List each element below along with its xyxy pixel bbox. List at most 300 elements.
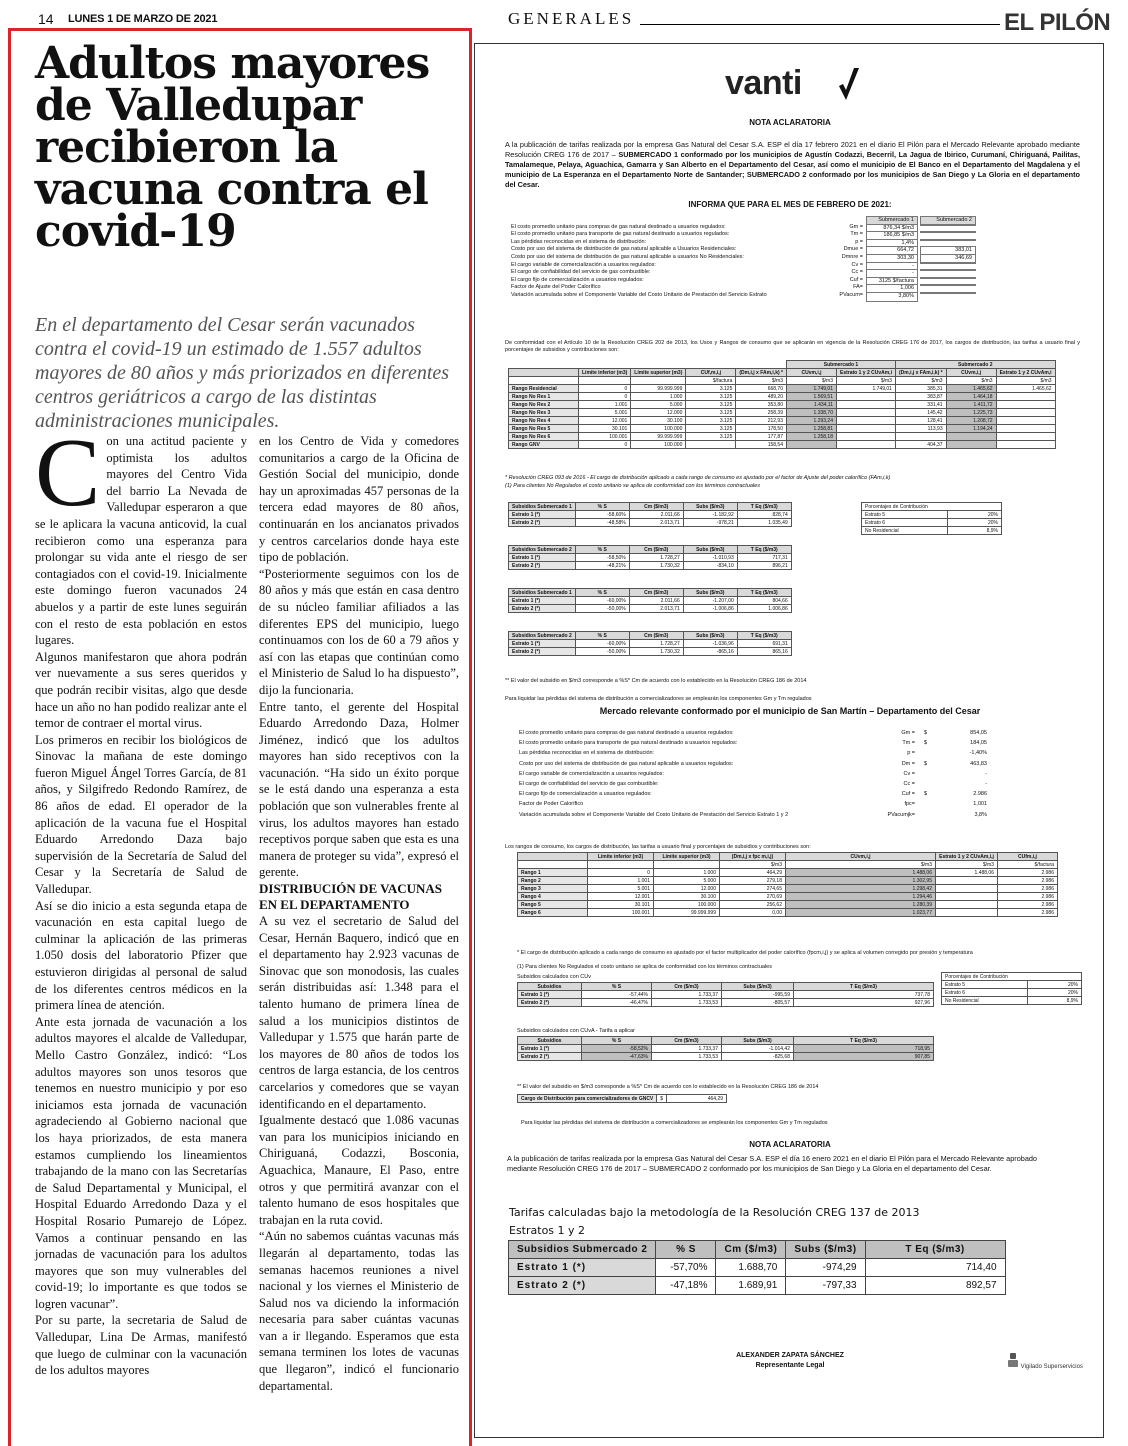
param-value-sub1: 1,4% xyxy=(866,239,918,249)
table-cell: 99.999.999 xyxy=(631,433,686,441)
issue-date: LUNES 1 DE MARZO DE 2021 xyxy=(68,13,218,25)
table-cell: 385,31 xyxy=(895,385,946,393)
supervisor-label: Vigilado Superservicios xyxy=(1020,1364,1083,1370)
table-cell: -865,16 xyxy=(683,648,737,656)
column-header: T Eq ($/m3) xyxy=(794,1037,934,1045)
param-symbol: FA= xyxy=(853,284,863,291)
param-symbol: Cv = xyxy=(851,261,863,268)
column-header: Subs ($/m3) xyxy=(786,1241,865,1259)
param-row xyxy=(511,239,981,247)
column-header: T Eq ($/m3) xyxy=(794,983,934,991)
table-row xyxy=(518,1053,934,1061)
paragraph: Ante esta jornada de vacunación a los adultos mayores el alcalde de Valledupar, Mello Castro González, indicó: “Los adultos mayores son unos tesoros que tenemos en nuestro municipio y por eso iniciamos esta jornada de vacunación agradeciendo al Gobierno nacional que los haya priorizados, de esta manera estamos cumpliendo los lineamientos trabajando de la mano con las Secretarías de Salud Departamental y Municipal, el Hospital Eduardo Arredondo Daza y el Hospital Rosario Pumarejo de López. Vamos a continuar pensando en las jornadas de vacunación para los adultos mayores que son muy vulnerables del covid-19; lo importante es que todos se logren vacunar”. xyxy=(35,1014,247,1311)
table-cell: 804,66 xyxy=(737,597,791,605)
param-row xyxy=(511,277,981,285)
table-cell: -60,00% xyxy=(575,597,629,605)
page-number: 14 xyxy=(38,11,54,27)
table-cell: 30.101 xyxy=(579,425,631,433)
column-header: T Eq ($/m3) xyxy=(737,546,791,554)
table-cell: 5.000 xyxy=(631,401,686,409)
table-cell: 1.000 xyxy=(631,393,686,401)
row-label: Estrato 2 (*) xyxy=(509,1277,656,1295)
table-row xyxy=(518,877,1058,885)
row-label: Rango Residencial xyxy=(509,385,579,393)
drop-cap: C xyxy=(35,419,101,527)
table-cell: -1.207,00 xyxy=(683,597,737,605)
table-cell: 2.013,71 xyxy=(629,605,683,613)
signatory-role: Representante Legal xyxy=(755,1362,825,1369)
table-cell: 2.011,66 xyxy=(629,597,683,605)
param-label: El cargo de confiabilidad del servicio de gas combustible: xyxy=(511,269,651,276)
column-header: T Eq ($/m3) xyxy=(737,589,791,597)
table-cell: 99.999.999 xyxy=(654,909,720,917)
column-header: % S xyxy=(575,589,629,597)
params2-rows xyxy=(519,730,999,822)
table-cell: 691,31 xyxy=(737,640,791,648)
final-tariff-table xyxy=(508,1240,1006,1295)
article-column-2 xyxy=(259,433,459,1394)
table-header-row xyxy=(518,983,934,991)
param-value-sub2: 383,01 xyxy=(920,246,976,256)
table-cell: 1.465,62 xyxy=(946,385,996,393)
table-cell: 2.011,66 xyxy=(629,511,683,519)
column-header: CUvm,i,j xyxy=(946,369,996,377)
table-cell xyxy=(837,401,896,409)
table-cell: 1.293,24 xyxy=(787,417,837,425)
table-header-row xyxy=(509,589,792,597)
unit-cell xyxy=(509,377,579,385)
table-cell: 331,41 xyxy=(895,401,946,409)
param-label: El costo promedio unitario para transporte de gas natural destinado a usuarios regulados: xyxy=(511,231,730,238)
contrib-label: Estrato 5 xyxy=(862,511,948,519)
mercado2-title: Mercado relevante conformado por el municipio de San Martín – Departamento del Cesar xyxy=(599,706,981,716)
table-cell: -978,21 xyxy=(683,519,737,527)
table-header-row xyxy=(509,369,1056,377)
table-cell: -46,47% xyxy=(582,999,652,1007)
row-label: Rango 1 xyxy=(518,869,588,877)
table-cell xyxy=(837,409,896,417)
param-label: Variación acumulada sobre el Componente Variable del Costo Unitario de Prestación del Servicio Estrato xyxy=(511,291,767,298)
table-cell: -47,63% xyxy=(582,1053,652,1061)
contrib-value: 20% xyxy=(948,511,1002,519)
newspaper-brand: EL PILÓN xyxy=(1004,9,1111,36)
table-cell: 270,69 xyxy=(720,893,786,901)
table-row xyxy=(518,885,1058,893)
table-cell: -47,18% xyxy=(656,1277,716,1295)
param-symbol: p = xyxy=(855,238,863,245)
param-label: Factor de Poder Calorífico xyxy=(519,801,584,808)
table-cell: -1.014,42 xyxy=(722,1045,794,1053)
table-cell: 1.001 xyxy=(588,877,654,885)
unit-cell: $/m3 xyxy=(787,377,837,385)
table-cell xyxy=(936,901,998,909)
valor-note-1: ** El valor del subsidio en $/m3 corresponde a %S* Cm de acuerdo con lo establecido en la Resolución CREG 186 de 2014 xyxy=(505,678,807,684)
column-header: % S xyxy=(575,546,629,554)
table-cell: -1.006,86 xyxy=(683,605,737,613)
subsidy-table xyxy=(508,631,792,656)
table-cell: 737,78 xyxy=(794,991,934,999)
group-header-row xyxy=(509,361,1056,369)
param-value-sub2 xyxy=(920,262,976,264)
table-header-row xyxy=(509,1241,1006,1259)
article-column-1 xyxy=(35,419,247,1379)
param-symbol: fpc= xyxy=(904,801,915,808)
param-row xyxy=(519,781,999,791)
column-header: Subs ($/m3) xyxy=(683,632,737,640)
row-label: Rango 2 xyxy=(518,877,588,885)
param-row xyxy=(511,224,981,232)
column-header: Subs ($/m3) xyxy=(722,983,794,991)
paragraph: A su vez el secretario de Salud del Cesar, Hernán Baquero, indicó que en el departamento hay 2.923 vacunas de Sinovac que son monodosis, las cuales serán distribuidas así: 1.348 para el talento humano de primera línea de salud a los municipios distintos de Valledupar y 1.575 que harán parte de los mayores de 80 años de todos los centros de larga estancia, de los centros carcelarios y comedores que se vayan identificando en el departamento. xyxy=(259,914,459,1111)
article-subhead: DISTRIBUCIÓN DE VACUNAS EN EL DEPARTAMENTO xyxy=(259,881,443,913)
rangos-table-1 xyxy=(508,360,1056,449)
table-cell xyxy=(787,441,837,449)
units-row xyxy=(509,377,1056,385)
table-cell: 1.208,72 xyxy=(946,417,996,425)
nota-text xyxy=(505,140,1080,190)
table-cell: 274,65 xyxy=(720,885,786,893)
param-value-sub1: 303,30 xyxy=(866,254,918,264)
nota-title: NOTA ACLARATORIA xyxy=(749,118,831,127)
row-label: Estrato 2 (*) xyxy=(509,562,576,570)
subsidy-table xyxy=(508,502,792,527)
table-header-row xyxy=(518,1037,934,1045)
contrib-value: 8,9% xyxy=(948,527,1002,535)
param-value-sub1: 876,34 $/m3 xyxy=(866,224,918,234)
contrib-label: No Residencial xyxy=(942,997,1028,1005)
contrib-label: Estrato 6 xyxy=(942,989,1028,997)
paragraph: Los primeros en recibir los biológicos de Sinovac la mañana de este domingo fueron Miguel Ángel Torres García, de 81 años, y Silgifredo Redondo Ramírez, de 86 años de edad. El operador de la aplicación de la vacuna fue el Hospital Eduardo Arredondo Daza bajo supervisión de la Secretaría de Salud del Cesar y la Secretaría de Salud de Valledupar. xyxy=(35,732,247,897)
column-header: Subsidios xyxy=(518,983,582,991)
column-header: % S xyxy=(575,632,629,640)
row-label: Estrato 2 (*) xyxy=(509,519,576,527)
unit-cell xyxy=(579,377,631,385)
table-cell: -60,00% xyxy=(575,640,629,648)
table-cell: 3.125 xyxy=(686,393,736,401)
table-cell: 1.225,73 xyxy=(946,409,996,417)
unit-cell: $/m3 xyxy=(837,377,896,385)
contrib-value: 20% xyxy=(1028,989,1082,997)
table-cell: -48,21% xyxy=(575,562,629,570)
table-cell: 3.125 xyxy=(686,401,736,409)
table-cell: 2.986 xyxy=(998,901,1058,909)
vanti-logo: vanti xyxy=(725,64,802,102)
table-row xyxy=(509,648,792,656)
table-cell xyxy=(837,393,896,401)
param-symbol: Tm = xyxy=(902,740,915,747)
table-cell: 718,95 xyxy=(794,1045,934,1053)
table-cell: 100.001 xyxy=(579,433,631,441)
param-label: Variación acumulada sobre el Componente Variable del Costo Unitario de Prestación del Servicio Estrato 1 y 2 xyxy=(519,811,789,818)
param-label: Las pérdidas reconocidas en el sistema de distribución: xyxy=(519,750,655,757)
column-header: Cm ($/m3) xyxy=(652,983,722,991)
contrib-row xyxy=(942,981,1082,989)
param-symbol: Cv = xyxy=(903,770,915,777)
table-cell: 1.411,72 xyxy=(946,401,996,409)
table-cell: 2.986 xyxy=(998,893,1058,901)
rangos1-note2: (1) Para clientes No Regulados el costo unitario se aplica de conformidad con los términos contractuales xyxy=(505,483,760,489)
unit-cell: $/m3 xyxy=(996,377,1055,385)
column-header: Cm ($/m3) xyxy=(629,546,683,554)
param-symbol: PVacum= xyxy=(839,291,863,298)
table-cell: 1.569,51 xyxy=(787,393,837,401)
article-headline: Adultos mayores de Valledupar recibieron la vacuna contra el covid-19 xyxy=(35,38,430,257)
table-header-row xyxy=(509,632,792,640)
param-value-sub1: 3,80% xyxy=(866,292,918,302)
param-value-sub2 xyxy=(920,292,976,294)
informa-title: INFORMA QUE PARA EL MES DE FEBRERO DE 2021: xyxy=(688,200,892,209)
param-row xyxy=(519,812,999,822)
row-label: Estrato 2 (*) xyxy=(509,605,576,613)
table-cell: 489,20 xyxy=(736,393,787,401)
column-header: Límite inferior (m3) xyxy=(588,853,654,861)
table-cell xyxy=(936,877,998,885)
row-label: Estrato 1 (*) xyxy=(518,991,582,999)
head-sub1: Submercado 1 xyxy=(866,216,918,226)
paragraph: en los Centro de Vida y comedores comunitarios a cargo de la Oficina de Gestión Social del municipio, donde hay un aproximadas 457 personas de la tercera edad mayores de 80 años, continuarán en los ancianatos privados y centros carcelarios donde haya este tipo de población. xyxy=(259,434,459,565)
paragraph: on una actitud paciente y optimista los adultos mayores del Centro Vida del barrio La Nevada de Valledupar esperaron a que se le aplicara la vacuna anticovid, la cual recibieron como una esperanza para prolongar su vida ante el riesgo de ser contagiados con el covid-19. Inicialmente este domingo fueron vacunados 24 abuelos y a partir de este lunes seguirán con el resto de esta población en estos lugares. xyxy=(35,434,247,648)
table-cell: 5.000 xyxy=(654,877,720,885)
param-label: Costo por uso del sistema de distribución de gas natural aplicable a usuarios regulados: xyxy=(519,760,734,767)
table-cell: 0 xyxy=(579,441,631,449)
cargo-gncv-table xyxy=(517,1094,727,1103)
unit-cell: $/m3 xyxy=(895,377,946,385)
table-cell: 2.986 xyxy=(998,869,1058,877)
param-value-sub2 xyxy=(920,269,976,271)
contrib-header-row xyxy=(942,973,1082,981)
cargo-value: 464,29 xyxy=(667,1095,727,1103)
table-cell: 404,37 xyxy=(895,441,946,449)
param-row xyxy=(519,761,999,771)
table-row xyxy=(518,893,1058,901)
param-value-sub2 xyxy=(920,277,976,279)
table-cell: 1.298,42 xyxy=(786,885,936,893)
table-cell xyxy=(936,909,998,917)
contrib-title: Porcentajes de Contribución xyxy=(862,503,1002,511)
row-label: Estrato 1 (*) xyxy=(509,640,576,648)
param-label: El cargo de confiabilidad del servicio de gas combustible: xyxy=(519,780,659,787)
param-row xyxy=(511,246,981,254)
table-cell: 12.000 xyxy=(631,409,686,417)
column-header: T Eq ($/m3) xyxy=(865,1241,1005,1259)
table-cell: -57,70% xyxy=(656,1259,716,1277)
table-cell xyxy=(895,433,946,441)
column-header: Límite superior (m3) xyxy=(654,853,720,861)
param-row xyxy=(519,771,999,781)
table-row xyxy=(509,519,792,527)
param-row xyxy=(519,730,999,740)
param-value-sub1: 664,72 xyxy=(866,246,918,256)
paragraph: “Aún no sabemos cuántas vacunas más llegarán al departamento, todas las semanas hacemos reuniones a nivel nacional y los viernes el Ministerio de Salud nos va diciendo la información necesaria para saber cuántas vacunas van a ir llegando. Esperamos que esta semana terminen los lotes de vacunas que llegaron”, indicó el funcionario departamental. xyxy=(259,1229,459,1393)
tariff-advertisement xyxy=(474,43,1104,1438)
table-cell: 892,57 xyxy=(865,1277,1005,1295)
table-cell: 1.194,24 xyxy=(946,425,996,433)
table-row xyxy=(509,417,1056,425)
table-row xyxy=(509,425,1056,433)
group-blank xyxy=(509,361,787,369)
header-rule xyxy=(640,24,1000,25)
table-cell: 212,93 xyxy=(736,417,787,425)
news-article xyxy=(8,28,472,1446)
unit-cell: $/m3 xyxy=(936,861,998,869)
param-value: 1,001 xyxy=(973,801,987,808)
row-label: Estrato 1 (*) xyxy=(509,511,576,519)
table-cell: 1.035,49 xyxy=(737,519,791,527)
param-symbol: Cc = xyxy=(903,780,915,787)
table-cell: 30.101 xyxy=(588,901,654,909)
table-cell: 5.001 xyxy=(588,885,654,893)
table-cell: 1.434,11 xyxy=(787,401,837,409)
table-cell: -58,50% xyxy=(575,554,629,562)
table-cell: 258,39 xyxy=(736,409,787,417)
subsidy-title: Subsidios Submercado 1 xyxy=(509,503,576,511)
table-cell xyxy=(936,885,998,893)
article-deck: En el departamento del Cesar serán vacunados contra el covid-19 un estimado de 1.557 adultos mayores de 80 años y más priorizados en diferentes centros geriátricos a cargo de las distintas administraciones municipales. xyxy=(35,314,450,432)
table-cell: 2.013,71 xyxy=(629,519,683,527)
column-header: Estrato 1 y 2 CUvAm,i xyxy=(837,369,896,377)
table-cell xyxy=(996,417,1055,425)
checkmark-logo-icon xyxy=(837,66,861,102)
estratos-label: Estratos 1 y 2 xyxy=(509,1224,586,1237)
param-symbol: Dm = xyxy=(901,760,915,767)
table-cell: 1.280,39 xyxy=(786,901,936,909)
unit-cell xyxy=(654,861,720,869)
table-cell: 1.733,37 xyxy=(652,1045,722,1053)
table-cell: 1.338,70 xyxy=(787,409,837,417)
param-value-sub2 xyxy=(920,284,976,286)
table-cell: -58,60% xyxy=(575,511,629,519)
table-cell xyxy=(837,425,896,433)
table-cell: 256,62 xyxy=(720,901,786,909)
table-row xyxy=(509,401,1056,409)
table-cell: 5.001 xyxy=(579,409,631,417)
row-label: Rango No Res 5 xyxy=(509,425,579,433)
table-cell: -57,44% xyxy=(582,991,652,999)
table-row xyxy=(509,433,1056,441)
table-cell: 353,80 xyxy=(736,401,787,409)
column-header: CUfm,i,j xyxy=(998,853,1058,861)
unit-cell: $/m3 xyxy=(786,861,936,869)
subsidy-cuv-table xyxy=(517,982,934,1007)
row-label: Rango No Res 3 xyxy=(509,409,579,417)
column-header: Subs ($/m3) xyxy=(683,503,737,511)
tarifas-title: Tarifas calculadas bajo la metodología de la Resolución CREG 137 de 2013 xyxy=(509,1206,920,1219)
table-cell: 383,87 xyxy=(895,393,946,401)
params-submercados xyxy=(511,216,981,300)
column-header: Cm ($/m3) xyxy=(652,1037,722,1045)
superservicios-seal xyxy=(1007,1352,1083,1371)
table-cell: 3.125 xyxy=(686,409,736,417)
row-label: Rango 6 xyxy=(518,909,588,917)
param-value-sub2 xyxy=(920,224,976,226)
row-label: Estrato 2 (*) xyxy=(518,999,582,1007)
row-label: Estrato 1 (*) xyxy=(509,1259,656,1277)
table-cell: 113,93 xyxy=(895,425,946,433)
column-header: Cm ($/m3) xyxy=(629,632,683,640)
column-header: % S xyxy=(582,1037,652,1045)
table-row xyxy=(518,869,1058,877)
param-symbol: p = xyxy=(907,750,915,757)
conformidad-text: De conformidad con el Artículo 10 de la Resolución CREG 202 de 2013, los Usos y Rangos de consumo que se aplicarán en vigencia de la Resolución CREG 176 de 2017, los cargos de distribución, las tarifas a usuario final y porcentajes de subsidios y contribuciones son: xyxy=(505,340,1080,353)
paragraph: Por su parte, la secretaria de Salud de Valledupar, Lina De Armas, manifestó que luego de culminar con la vacunación de los adultos mayores xyxy=(35,1313,247,1378)
table-cell: 927,96 xyxy=(794,999,934,1007)
table-cell: 279,18 xyxy=(720,877,786,885)
table-cell: 99.999.999 xyxy=(631,385,686,393)
table-cell: 3.125 xyxy=(686,385,736,393)
param-label: El costo promedio unitario para transporte de gas natural destinado a usuarios regulados: xyxy=(519,740,738,747)
table-cell: -995,59 xyxy=(722,991,794,999)
sub-cuva-title: Subsidios calculados con CUvA - Tarifa a aplicar xyxy=(517,1028,635,1034)
table-cell: 1.749,01 xyxy=(837,385,896,393)
table-cell: 3.125 xyxy=(686,425,736,433)
contrib-value: 8,9% xyxy=(1028,997,1082,1005)
paragraph: Igualmente destacó que 1.086 vacunas van para los municipios iniciando en Chiriguaná, Codazzi, Bosconia, Aguachica, Manaure, El Paso, entre otros y que permitirá avanzar con el talento humano de esos hospitales que trabajan en la ruta covid. xyxy=(259,1113,459,1227)
table-cell: 1.258,18 xyxy=(787,433,837,441)
valor-note-2: ** El valor del subsidio en $/m3 corresponde a %S* Cm de acuerdo con lo establecido en la Resolución CREG 186 de 2014 xyxy=(517,1084,819,1090)
table-cell: 3.125 xyxy=(686,417,736,425)
table-cell: 0 xyxy=(579,385,631,393)
table-cell xyxy=(837,433,896,441)
table-cell: 1.733,37 xyxy=(652,991,722,999)
paragraph: Entre tanto, el gerente del Hospital Eduardo Arredondo Daza, Holmer Jiménez, indicó que los adultos mayores han sido receptivos con la vacunación. “Ha sido un éxito porque se le está dando una esperanza a esta población que son vulnerables frente al virus, los adultos mayores han estado receptivos porque saben que esta es una manera de proteger su vida”, expresó el gerente. xyxy=(259,699,459,880)
row-label: Rango No Res 4 xyxy=(509,417,579,425)
contrib-value: 20% xyxy=(1028,981,1082,989)
units-row xyxy=(518,861,1058,869)
table-row xyxy=(509,409,1056,417)
param-label: El cargo fijo de comercialización a usuarios regulados: xyxy=(511,276,644,283)
column-header: Cm ($/m3) xyxy=(629,503,683,511)
table-cell: 717,31 xyxy=(737,554,791,562)
param-symbol: Dmue = xyxy=(843,246,863,253)
unit-cell: $/factura xyxy=(998,861,1058,869)
param-currency: $ xyxy=(923,730,927,736)
section-name: GENERALES xyxy=(508,9,635,28)
nota-text-b: SUBMERCADO 1 conformado por los municipios de Agustín Codazzi, Becerril, La Jagua de Ibirico, Curumaní, Chiriguaná, Pailitas, Tamalameque, Pelaya, Aguachica, Gamarra y San Alberto en el Departamento del Cesar, así como el municipio de El Banco en el Departamento del Magdalena y el municipio de La Esperanza en el Departamento Norte de Santander; SUBMERCADO 2 conformado por los municipios de San Diego y La Gloria en el departamento del Cesar. xyxy=(505,150,1080,189)
param-value: 854,05 xyxy=(970,730,987,736)
table-cell: -974,29 xyxy=(786,1259,865,1277)
column-header: Subs ($/m3) xyxy=(722,1037,794,1045)
param-label: El cargo variable de comercialización a usuarios regulados: xyxy=(511,261,656,268)
table-cell: 12.000 xyxy=(654,885,720,893)
table-cell: 0 xyxy=(579,393,631,401)
table-cell: 0,00 xyxy=(720,909,786,917)
table-cell: 178,50 xyxy=(736,425,787,433)
table-cell: 1.733,53 xyxy=(652,1053,722,1061)
table-cell: -50,00% xyxy=(575,605,629,613)
table-cell xyxy=(996,393,1055,401)
param-row xyxy=(511,231,981,239)
column-header: T Eq ($/m3) xyxy=(737,503,791,511)
params1-rows xyxy=(511,224,981,300)
param-value: -1,40% xyxy=(969,750,987,757)
param-row xyxy=(519,750,999,760)
param-value: 184,05 xyxy=(970,740,987,747)
table-cell: 1.023,77 xyxy=(786,909,936,917)
table-cell xyxy=(686,441,736,449)
param-value-sub1: - xyxy=(866,262,918,272)
column-header: CUvm,i,j xyxy=(786,853,936,861)
table-cell: 2.986 xyxy=(998,885,1058,893)
table-row xyxy=(509,640,792,648)
rangos2-intro: Los rangos de consumo, los cargos de distribución, las tarifas a usuario final y porcentajes de subsidios y contribuciones son: xyxy=(505,844,811,850)
column-header: Subs ($/m3) xyxy=(683,589,737,597)
param-row xyxy=(511,269,981,277)
paragraph: “Posteriormente seguimos con los de 80 años y más que están en casa dentro de su núcleo familiar afiliados a las diferentes EPS del municipio, luego continuamos con los de 60 a 79 años y así con las etapas que continúan como el Ministerio de Salud lo ha dispuesto”, dijo la funcionaria. xyxy=(259,566,459,697)
table-cell: 0 xyxy=(588,869,654,877)
param-symbol: PVacumjk= xyxy=(887,811,915,818)
table-cell: 1.488,06 xyxy=(936,869,998,877)
table-cell: 668,70 xyxy=(736,385,787,393)
